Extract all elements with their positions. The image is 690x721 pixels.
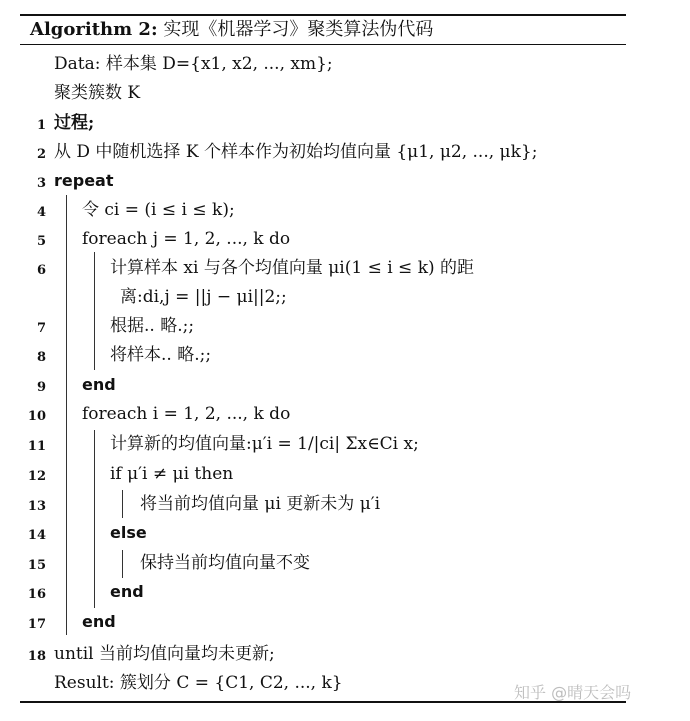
line-number: 9 bbox=[36, 380, 46, 395]
algo-line-14: else bbox=[110, 523, 147, 542]
caption-label: Algorithm 2: bbox=[30, 19, 158, 40]
algo-line-5: foreach j = 1, 2, ..., k do bbox=[82, 229, 291, 249]
line-number: 10 bbox=[27, 409, 46, 424]
algo-line-13: 将当前均值向量 μi 更新未为 μ′i bbox=[140, 494, 381, 514]
line-number: 18 bbox=[27, 649, 46, 664]
algo-line-2: 从 D 中随机选择 K 个样本作为初始均值向量 {μ1, μ2, ..., μk}; bbox=[54, 142, 538, 162]
line-number: 7 bbox=[36, 321, 46, 336]
else-block-bar bbox=[122, 550, 123, 578]
algo-line-17: end bbox=[82, 612, 116, 631]
line-number: 16 bbox=[27, 587, 46, 602]
line-number: 14 bbox=[27, 528, 46, 543]
algo-line-4: 令 ci = (i ≤ i ≤ k); bbox=[82, 200, 235, 220]
algo-line-18: until 当前均值向量均未更新; bbox=[54, 644, 275, 664]
algo-line-result: Result: 簇划分 C = {C1, C2, ..., k} bbox=[54, 673, 343, 693]
algo-line-7: 根据.. 略.;; bbox=[110, 316, 195, 336]
algo-line-11: 计算新的均值向量:μ′i = 1/|ci| Σx∈Ci x; bbox=[110, 434, 419, 454]
line-number: 12 bbox=[27, 469, 46, 484]
algorithm-caption bbox=[30, 19, 433, 41]
line-number: 13 bbox=[27, 499, 46, 514]
algo-line-8: 将样本.. 略.;; bbox=[110, 345, 212, 365]
algo-line-1: 过程; bbox=[54, 113, 95, 133]
foreach-i-block-bar bbox=[94, 430, 95, 608]
line-number: 2 bbox=[36, 147, 46, 162]
algo-line-clusters: 聚类簇数 K bbox=[54, 83, 141, 103]
if-block-bar bbox=[122, 490, 123, 518]
line-number: 4 bbox=[36, 205, 46, 220]
algo-line-10: foreach i = 1, 2, ..., k do bbox=[82, 404, 291, 424]
line-number: 11 bbox=[27, 439, 46, 454]
line-number: 6 bbox=[36, 263, 46, 278]
caption-title: 实现《机器学习》聚类算法伪代码 bbox=[163, 19, 434, 40]
line-number: 8 bbox=[36, 350, 46, 365]
algo-line-16: end bbox=[110, 582, 144, 601]
caption-rule bbox=[20, 44, 626, 45]
algo-line-6: 计算样本 xi 与各个均值向量 μi(1 ≤ i ≤ k) 的距 bbox=[110, 258, 475, 278]
top-rule bbox=[20, 14, 626, 16]
line-number: 15 bbox=[27, 558, 46, 573]
watermark: 知乎 @晴天会吗 bbox=[514, 683, 632, 702]
repeat-block-bar bbox=[66, 195, 67, 635]
algo-line-6-cont: 离:di,j = ||j − μi||2;; bbox=[120, 287, 287, 307]
algo-line-12: if μ′i ≠ μi then bbox=[110, 464, 234, 484]
algo-line-data: Data: 样本集 D={x1, x2, ..., xm}; bbox=[54, 54, 333, 74]
algo-line-9: end bbox=[82, 375, 116, 394]
line-number: 3 bbox=[36, 176, 46, 191]
line-number: 17 bbox=[27, 617, 46, 632]
foreach-j-block-bar bbox=[94, 252, 95, 370]
line-number: 1 bbox=[36, 118, 46, 133]
algo-line-3: repeat bbox=[54, 171, 114, 190]
algo-line-15: 保持当前均值向量不变 bbox=[140, 553, 310, 573]
line-number: 5 bbox=[36, 234, 46, 249]
